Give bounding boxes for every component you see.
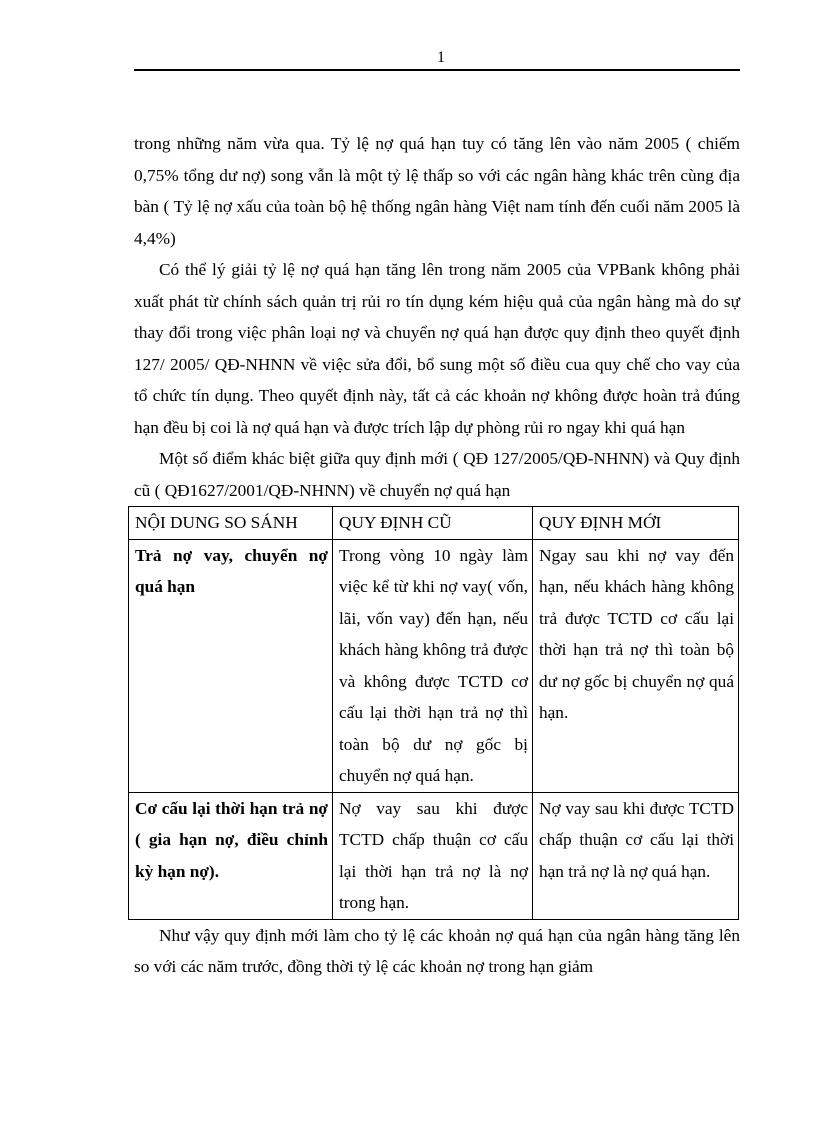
paragraph-explanation: Có thể lý giải tỷ lệ nợ quá hạn tăng lên trong năm 2005 của VPBank không phải xuất phát từ chính sách quản trị rủi ro tín dụng kém hiệu quả của ngân hàng mà do sự thay đổi trong việc phân loại nợ và chuyển nợ quá hạn được quy định theo quyết định 127/ 2005/ QĐ-NHNN về việc sửa đổi, bổ sung một số điều cua quy chế cho vay của tổ chức tín dụng. Theo quyết định này, tất cả các khoản nợ không được hoàn trả đúng hạn đều bị coi là nợ quá hạn và được trích lập dự phòng rủi ro ngay khi quá hạn [134,260,740,437]
table-header-row [129,507,739,540]
row-new-rule: Nợ vay sau khi được TCTD chấp thuận cơ cấu lại thời hạn trả nợ là nợ quá hạn. [533,792,739,919]
header-old-regulation: QUY ĐỊNH CŨ [333,507,533,540]
header-rule [134,69,740,71]
table-row [129,539,739,792]
row-topic: Cơ cấu lại thời hạn trả nợ ( gia hạn nợ, điều chỉnh kỳ hạn nợ). [129,792,333,919]
paragraph-conclusion: Như vậy quy định mới làm cho tỷ lệ các khoản nợ quá hạn của ngân hàng tăng lên so với các năm trước, đồng thời tỷ lệ các khoản nợ trong hạn giảm [134,925,740,976]
paragraph-intro: trong những năm vừa qua. Tỷ lệ nợ quá hạn tuy có tăng lên vào năm 2005 ( chiếm 0,75% tổng dư nợ) song vẫn là một tỷ lệ thấp so với các ngân hàng khác trên cùng địa bàn ( Tỷ lệ nợ xấu của toàn bộ hệ thống ngân hàng Việt nam tính đến cuối năm 2005 là 4,4%) [134,134,740,248]
header-content-compare: NỘI DUNG SO SÁNH [129,507,333,540]
table-row [129,792,739,919]
row-old-rule: Nợ vay sau khi được TCTD chấp thuận cơ cấu lại thời hạn trả nợ là nợ trong hạn. [333,792,533,919]
page-number: 1 [437,49,445,66]
document-body [134,128,740,983]
row-new-rule: Ngay sau khi nợ vay đến hạn, nếu khách hàng không trả được TCTD cơ cấu lại thời hạn trả nợ thì toàn bộ dư nợ gốc bị chuyển nợ quá hạn. [533,539,739,792]
row-old-rule: Trong vòng 10 ngày làm việc kể từ khi nợ vay( vốn, lãi, vốn vay) đến hạn, nếu khách hàng không trả được và không được TCTD cơ cấu lại thời hạn trả nợ thì toàn bộ dư nợ gốc bị chuyển nợ quá hạn. [333,539,533,792]
header-new-regulation: QUY ĐỊNH MỚI [533,507,739,540]
paragraph-table-intro: Một số điểm khác biệt giữa quy định mới ( QĐ 127/2005/QĐ-NHNN) và Quy định cũ ( QĐ1627/2001/QĐ-NHNN) về chuyển nợ quá hạn [134,449,740,500]
comparison-table [128,506,739,920]
row-topic: Trả nợ vay, chuyển nợ quá hạn [129,539,333,792]
